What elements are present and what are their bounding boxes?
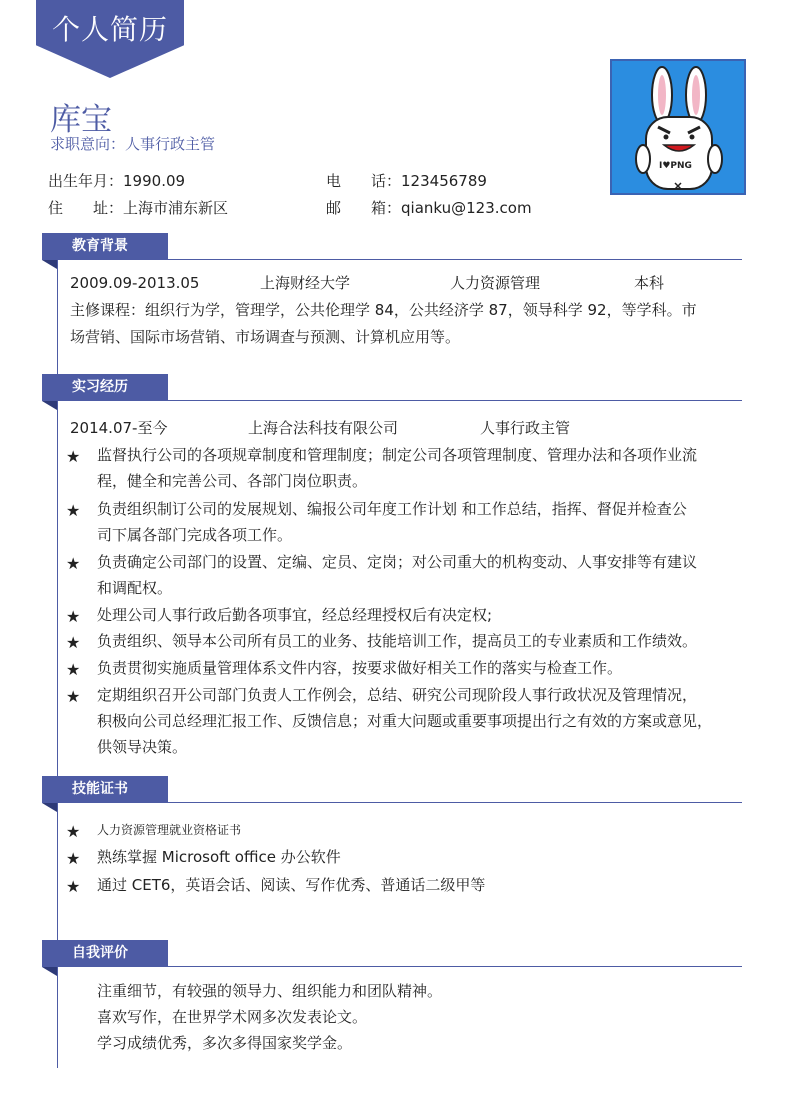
banner-title: 个人简历 — [51, 13, 168, 46]
birth-label: 出生年月： — [48, 172, 124, 190]
edu-major: 人力资源管理 — [450, 274, 541, 292]
section-title-skills: 技能证书 — [72, 781, 128, 797]
edu-degree: 本科 — [634, 274, 665, 292]
edu-school: 上海财经大学 — [260, 274, 351, 292]
section-title-self: 自我评价 — [72, 945, 128, 961]
photo-shirt-text: I♥PNG — [659, 161, 692, 171]
section-rule-internship — [168, 400, 742, 401]
intern-item-4-l1: 处理公司人事行政后勤各项事宜，经总经理授权后有决定权; — [97, 606, 493, 624]
self-line-1: 注重细节，有较强的领导力、组织能力和团队精神。 — [97, 982, 443, 1000]
self-line-3: 学习成绩优秀，多次多得国家奖学金。 — [97, 1034, 353, 1052]
profile-photo — [610, 59, 746, 195]
skill-item-2: 熟练掌握 Microsoft office 办公软件 — [97, 848, 341, 866]
bullet-star-icon: ★ — [66, 687, 81, 706]
header-fold — [42, 967, 57, 976]
email-info — [326, 197, 532, 218]
bullet-star-icon: ★ — [66, 501, 81, 520]
intern-item-7-l1: 定期组织召开公司部门负责人工作例会，总结、研究公司现阶段人事行政状况及管理情况， — [97, 686, 698, 704]
bullet-star-icon: ★ — [66, 554, 81, 573]
section-header-self — [42, 940, 168, 967]
address-info — [48, 197, 228, 218]
intern-company: 上海合法科技有限公司 — [248, 419, 399, 437]
job-intent: 求职意向：人事行政主管 — [50, 135, 216, 153]
phone-info — [326, 170, 487, 191]
section-title-education: 教育背景 — [72, 238, 128, 254]
email-label: 邮 箱： — [326, 199, 402, 217]
intern-period: 2014.07-至今 — [70, 419, 168, 437]
edu-period: 2009.09-2013.05 — [70, 274, 200, 292]
intern-item-2-l2: 司下属各部门完成各项工作。 — [97, 526, 293, 544]
header-fold — [42, 260, 57, 269]
section-header-internship — [42, 374, 168, 401]
header-fold — [42, 401, 57, 410]
section-rule-self — [168, 966, 742, 967]
intern-item-1-l2: 程，健全和完善公司、各部门岗位职责。 — [97, 472, 368, 490]
resume-banner — [36, 0, 184, 78]
section-rule-skills — [168, 802, 742, 803]
skill-item-3: 通过 CET6，英语会话、阅读、写作优秀、普通话二级甲等 — [97, 876, 486, 894]
header-fold — [42, 803, 57, 812]
intern-item-7-l3: 供领导决策。 — [97, 738, 188, 756]
intern-item-6-l1: 负责贯彻实施质量管理体系文件内容，按要求做好相关工作的落实与检查工作。 — [97, 659, 623, 677]
bullet-star-icon: ★ — [66, 822, 81, 841]
self-line-2: 喜欢写作，在世界学术网多次发表论文。 — [97, 1008, 368, 1026]
bullet-star-icon: ★ — [66, 447, 81, 466]
intern-item-2-l1: 负责组织制订公司的发展规划、编报公司年度工作计划 和工作总结，指挥、督促并检查公 — [97, 500, 687, 518]
phone-label: 电 话： — [326, 172, 402, 190]
rabbit-avatar-icon — [612, 61, 744, 193]
birth-value: 1990.09 — [123, 172, 186, 190]
section-header-education — [42, 233, 168, 260]
intern-item-5-l1: 负责组织、领导本公司所有员工的业务、技能培训工作，提高员工的专业素质和工作绩效。 — [97, 632, 698, 650]
bullet-star-icon: ★ — [66, 607, 81, 626]
edu-courses-line2: 场营销、国际市场营销、市场调查与预测、计算机应用等。 — [70, 328, 461, 346]
intern-item-1-l1: 监督执行公司的各项规章制度和管理制度；制定公司各项管理制度、管理办法和各项作业流 — [97, 446, 698, 464]
section-title-internship: 实习经历 — [72, 379, 128, 395]
bullet-star-icon: ★ — [66, 849, 81, 868]
intern-item-7-l2: 积极向公司总经理汇报工作、反馈信息；对重大问题或重要事项提出行之有效的方案或意见， — [97, 712, 713, 730]
address-label: 住 址： — [48, 199, 124, 217]
section-rule-education — [168, 259, 742, 260]
birth-info — [48, 170, 185, 191]
intern-item-3-l1: 负责确定公司部门的设置、定编、定员、定岗；对公司重大的机构变动、人事安排等有建议 — [97, 553, 698, 571]
intern-item-3-l2: 和调配权。 — [97, 579, 173, 597]
section-header-skills — [42, 776, 168, 803]
bullet-star-icon: ★ — [66, 660, 81, 679]
bullet-star-icon: ★ — [66, 633, 81, 652]
skill-item-1: 人力资源管理就业资格证书 — [97, 823, 242, 837]
phone-value: 123456789 — [401, 172, 487, 190]
edu-courses-line1: 主修课程：组织行为学，管理学，公共伦理学 84，公共经济学 87，领导科学 92，等学科。市 — [70, 301, 697, 319]
intern-position: 人事行政主管 — [480, 419, 571, 437]
email-value: qianku@123.com — [401, 199, 532, 217]
address-value: 上海市浦东新区 — [123, 199, 229, 217]
bullet-star-icon: ★ — [66, 877, 81, 896]
candidate-name: 库宝 — [50, 102, 112, 138]
